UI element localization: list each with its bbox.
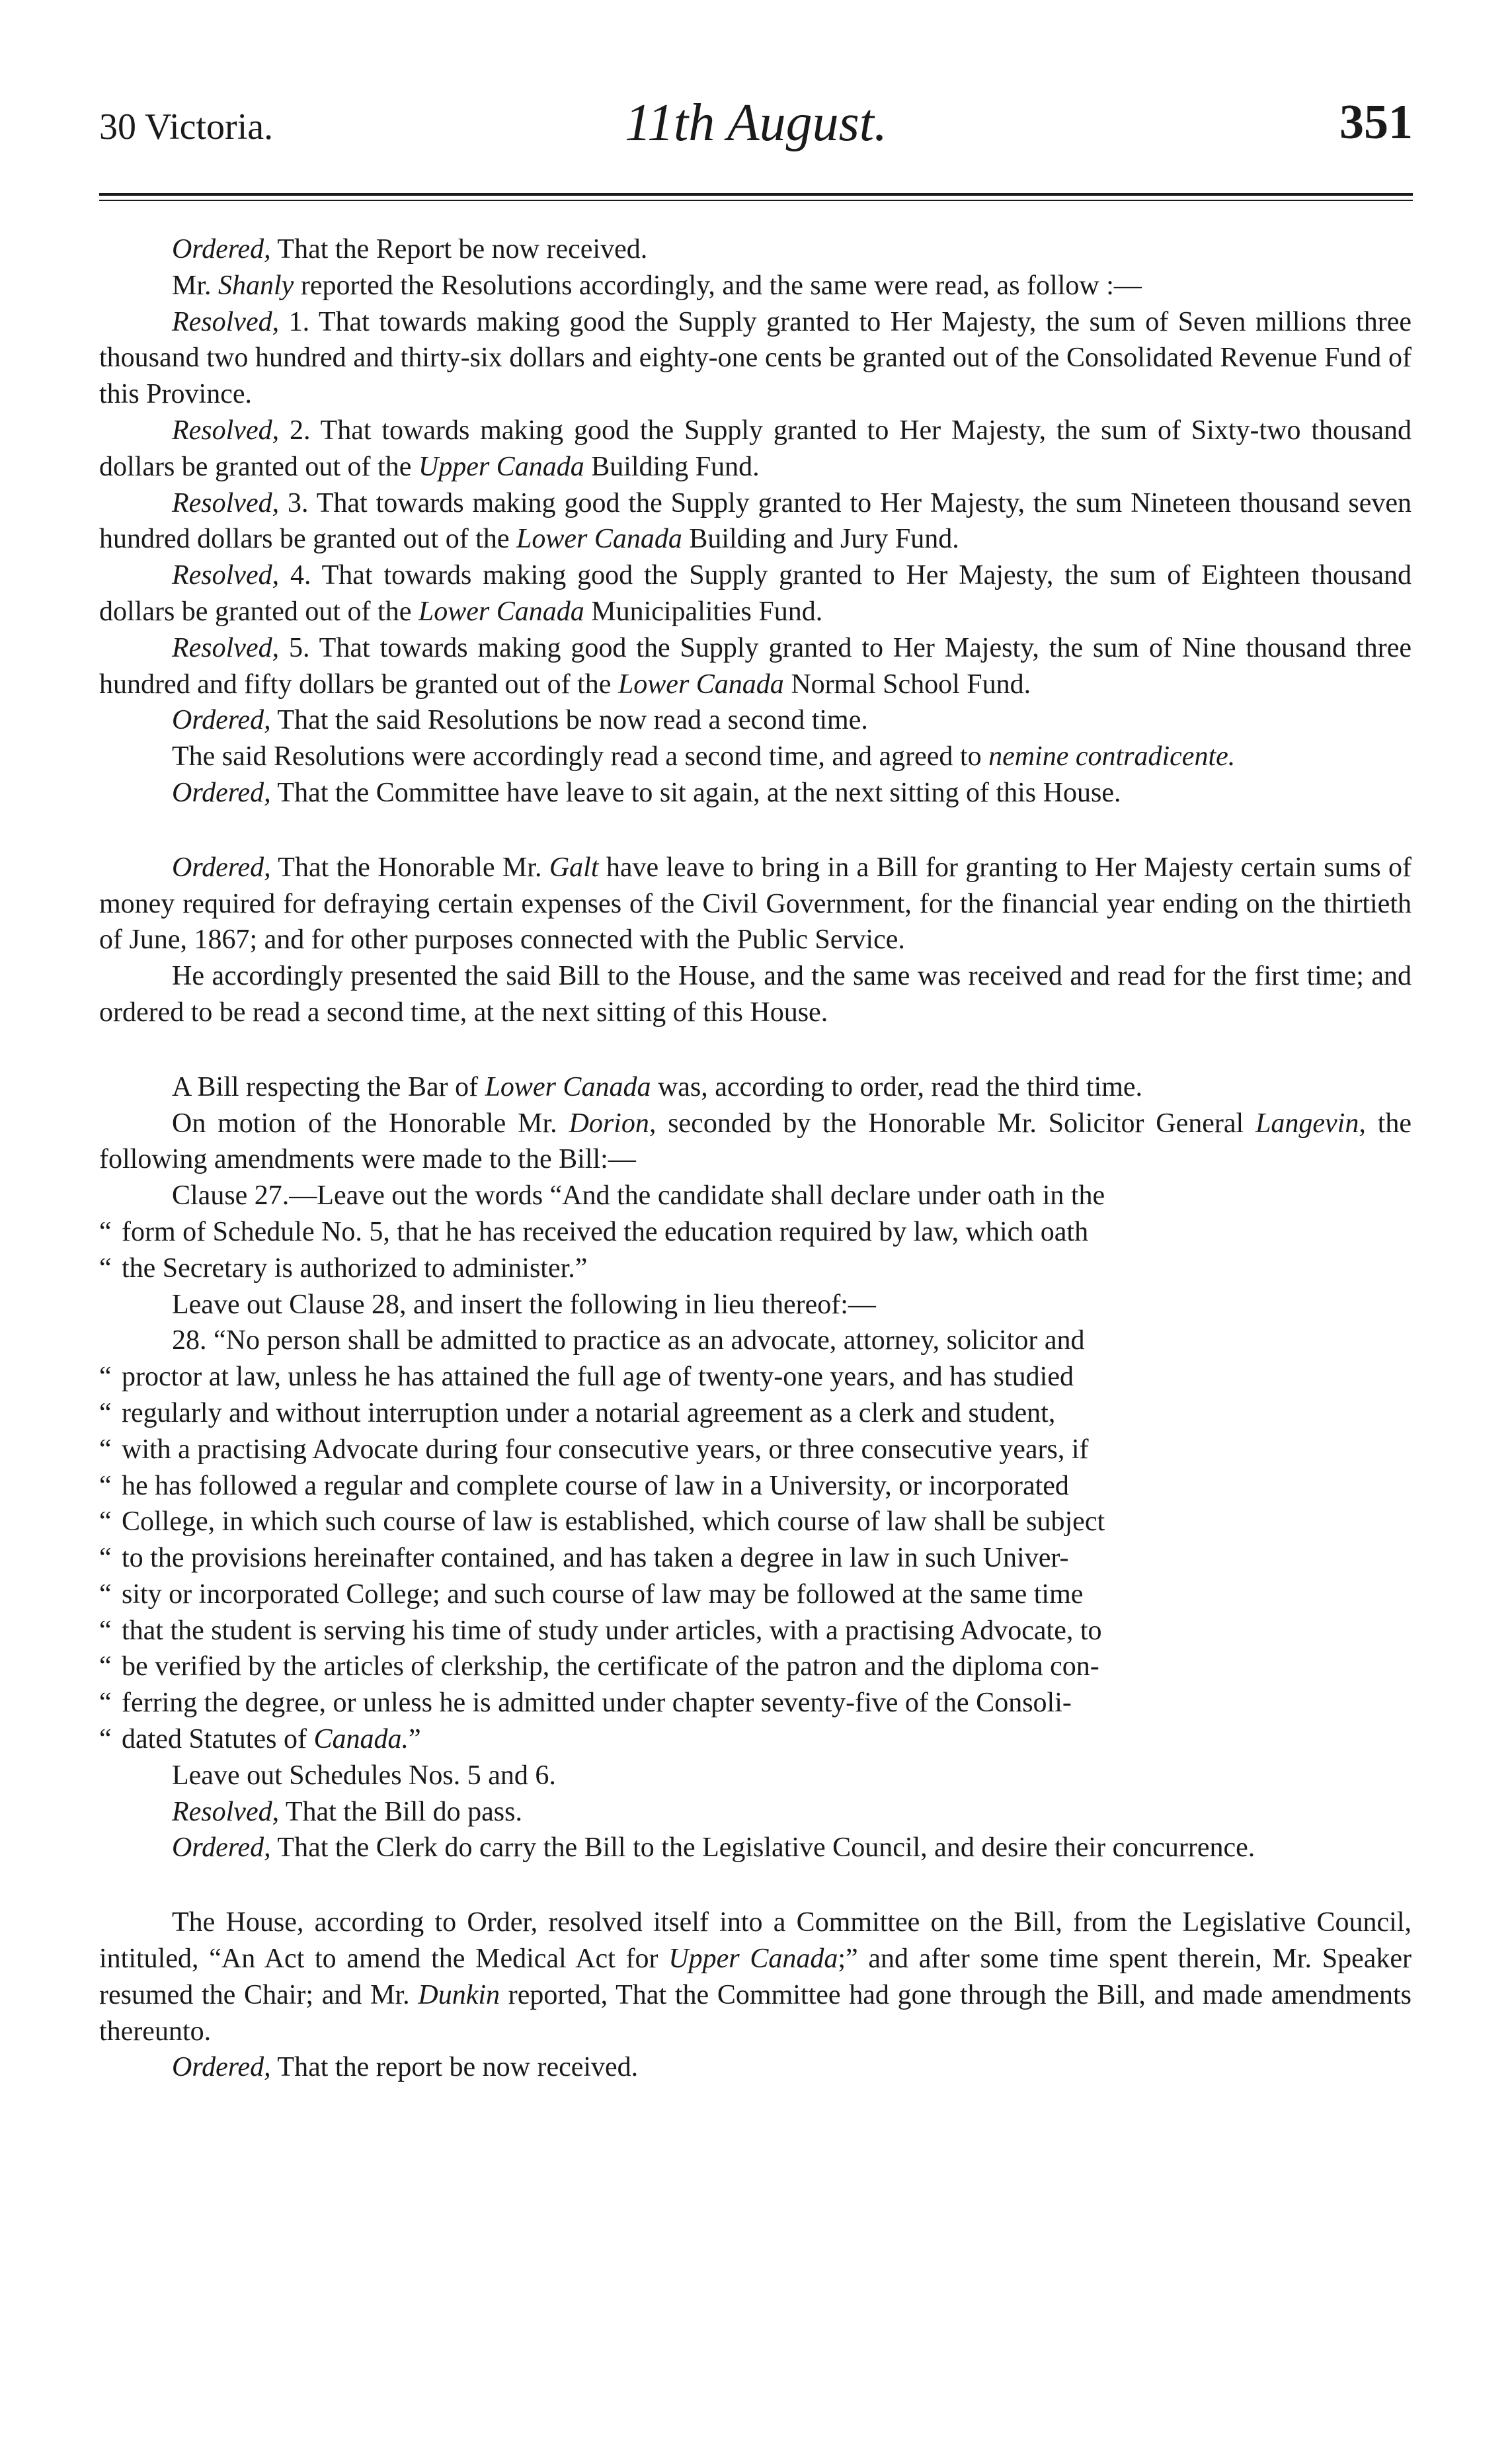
italic-text: Upper Canada xyxy=(418,451,584,482)
text-run: that the student is serving his time of study under articles, with a practising Advocate, to xyxy=(122,1615,1102,1646)
text-run: seconded by the Honorable Mr. Solicitor General xyxy=(656,1108,1256,1139)
text-run: reported, That the Committee had gone through the Bill, and made amendments thereunto. xyxy=(99,1979,1412,2047)
text-run: reported the Resolutions accordingly, and the same were read, as follow :— xyxy=(294,270,1142,301)
text-run: the following amendments were made to the Bill:— xyxy=(99,1108,1412,1175)
italic-text: nemine contradicente. xyxy=(988,741,1236,772)
text-run: Building Fund. xyxy=(584,451,760,482)
italic-text: Ordered, xyxy=(172,705,271,736)
paragraph-p4 xyxy=(99,413,1412,485)
paragraph-p11 xyxy=(99,850,1412,958)
text-run: 28. “No person shall be admitted to practice as an advocate, attorney, solicitor and xyxy=(172,1325,1085,1356)
italic-text: Resolved, xyxy=(172,415,280,446)
text-run: On motion of the Honorable Mr. xyxy=(172,1108,569,1139)
paragraph-p10 xyxy=(99,775,1412,811)
text-run: ;” and after some time spent therein, Mr. Speaker resumed the Chair; and Mr. xyxy=(99,1944,1412,2010)
italic-text: Ordered, xyxy=(172,852,271,883)
paragraph-p26 xyxy=(99,1577,1412,1613)
text-run: he has followed a regular and complete course of law in a University, or incorporated xyxy=(122,1470,1069,1501)
text-run: That the Committee have leave to sit again, at the next sitting of this House. xyxy=(270,777,1121,808)
paragraph-p2 xyxy=(99,268,1412,304)
italic-text: Galt xyxy=(549,852,599,883)
italic-text: Dorion, xyxy=(569,1108,657,1139)
page-number: 351 xyxy=(1339,95,1413,149)
paragraph-p24 xyxy=(99,1504,1412,1540)
paragraph-p19 xyxy=(99,1323,1412,1359)
text-run: was, according to order, read the third time. xyxy=(651,1071,1143,1102)
paragraph-p16 xyxy=(99,1214,1412,1250)
text-run: proctor at law, unless he has attained the full age of twenty-one years, and has studied xyxy=(122,1362,1074,1393)
paragraph-p17 xyxy=(99,1250,1412,1287)
paragraph-p3 xyxy=(99,304,1412,413)
text-run: ” xyxy=(408,1724,421,1755)
italic-text: Lower Canada xyxy=(516,524,682,555)
italic-text: Langevin, xyxy=(1255,1108,1366,1139)
text-run: Normal School Fund. xyxy=(783,669,1031,700)
text-run: with a practising Advocate during four consecutive years, or three consecutive years, if xyxy=(122,1434,1089,1465)
text-run: That the said Resolutions be now read a second time. xyxy=(270,705,868,736)
paragraph-p30 xyxy=(99,1721,1412,1758)
paragraph-p29 xyxy=(99,1685,1412,1721)
italic-text: Resolved, xyxy=(172,632,280,663)
paragraph-p35 xyxy=(99,2049,1412,2086)
text-run: 1. That towards making good the Supply granted to Her Majesty, the sum of Seven millions three thousand two hundred and thirty-six dollars and eighty-one cents be granted out of the Consolidated Revenue Fund of this Province. xyxy=(99,306,1412,410)
text-run: 2. That towards making good the Supply granted to Her Majesty, the sum of Sixty-two thousand dollars be granted out of the xyxy=(99,415,1412,482)
text-run: regularly and without interruption under a notarial agreement as a clerk and student, xyxy=(122,1397,1056,1428)
italic-text: Resolved, xyxy=(172,1796,280,1827)
text-run: That the report be now received. xyxy=(270,2052,639,2083)
text-run: The said Resolutions were accordingly read a second time, and agreed to xyxy=(172,741,989,772)
paragraph-p25 xyxy=(99,1540,1412,1577)
paragraph-p6 xyxy=(99,557,1412,630)
italic-text: Dunkin xyxy=(418,1979,500,2010)
italic-text: Lower Canada xyxy=(617,669,784,700)
text-run: be verified by the articles of clerkship, the certificate of the patron and the diploma con- xyxy=(122,1651,1099,1682)
paragraph-p34 xyxy=(99,1905,1412,2049)
header-date: 11th August. xyxy=(624,94,888,152)
text-run: the Secretary is authorized to administer.” xyxy=(122,1252,588,1284)
paragraph-p22 xyxy=(99,1432,1412,1468)
paragraph-p14 xyxy=(99,1106,1412,1178)
italic-text: Ordered, xyxy=(172,234,271,265)
paragraph-p27 xyxy=(99,1613,1412,1649)
italic-text: Ordered, xyxy=(172,2052,271,2083)
italic-text: Shanly xyxy=(218,270,294,301)
paragraph-p20 xyxy=(99,1359,1412,1395)
paragraph-p31 xyxy=(99,1758,1412,1794)
paragraph-p33 xyxy=(99,1830,1412,1866)
text-run: Municipalities Fund. xyxy=(584,596,823,627)
paragraph-p1 xyxy=(99,231,1412,268)
paragraph-p28 xyxy=(99,1649,1412,1685)
italic-text: Resolved, xyxy=(172,487,280,518)
text-run: He accordingly presented the said Bill to the House, and the same was received and read for the first time; and ordered to be read a second time, at the next sitting of this House. xyxy=(99,961,1412,1028)
text-run: ferring the degree, or unless he is admitted under chapter seventy-five of the Consoli- xyxy=(122,1688,1072,1719)
header-rule-thin xyxy=(99,200,1413,201)
text-run: have leave to bring in a Bill for granting to Her Majesty certain sums of money required for defraying certain expenses of the Civil Government, for the financial year ending on the thirtieth of June, 1867; and for other purposes connected with the Public Service. xyxy=(99,852,1412,956)
header-rule xyxy=(99,193,1413,196)
italic-text: Canada. xyxy=(313,1724,409,1755)
text-run: Leave out Schedules Nos. 5 and 6. xyxy=(172,1760,556,1791)
paragraph-p13 xyxy=(99,1069,1412,1106)
text-run: 4. That towards making good the Supply granted to Her Majesty, the sum of Eighteen thousand dollars be granted out of the xyxy=(99,560,1412,627)
text-run: That the Clerk do carry the Bill to the Legislative Council, and desire their concurrence. xyxy=(270,1832,1255,1864)
paragraph-p21 xyxy=(99,1395,1412,1432)
italic-text: Ordered, xyxy=(172,1832,271,1864)
journal-body xyxy=(99,231,1412,2086)
text-run: That the Honorable Mr. xyxy=(270,852,549,883)
paragraph-p8 xyxy=(99,702,1412,739)
text-run: Mr. xyxy=(172,270,219,301)
text-run: form of Schedule No. 5, that he has received the education required by law, which oath xyxy=(122,1216,1089,1247)
text-run: Clause 27.—Leave out the words “And the candidate shall declare under oath in the xyxy=(172,1180,1105,1211)
italic-text: Ordered, xyxy=(172,777,271,808)
running-header xyxy=(99,81,1413,153)
paragraph-p7 xyxy=(99,630,1412,703)
text-run: Building and Jury Fund. xyxy=(682,524,959,555)
regnal-year: 30 Victoria. xyxy=(99,106,274,147)
text-run: A Bill respecting the Bar of xyxy=(172,1071,485,1102)
italic-text: Lower Canada xyxy=(485,1071,651,1102)
paragraph-p15 xyxy=(99,1178,1412,1214)
paragraph-p9 xyxy=(99,739,1412,775)
italic-text: Resolved, xyxy=(172,560,280,591)
paragraph-p32 xyxy=(99,1794,1412,1830)
text-run: The House, according to Order, resolved itself into a Committee on the Bill, from the Legislative Council, intituled, “An Act to amend the Medical Act for xyxy=(99,1907,1412,1975)
text-run: Leave out Clause 28, and insert the following in lieu thereof:— xyxy=(172,1289,876,1320)
italic-text: Resolved, xyxy=(172,306,280,337)
italic-text: Lower Canada xyxy=(418,596,584,627)
italic-text: Upper Canada xyxy=(668,1944,838,1975)
text-run: That the Report be now received. xyxy=(270,234,648,265)
paragraph-p23 xyxy=(99,1468,1412,1504)
paragraph-p18 xyxy=(99,1287,1412,1323)
text-run: sity or incorporated College; and such course of law may be followed at the same time xyxy=(122,1578,1084,1610)
text-run: 5. That towards making good the Supply granted to Her Majesty, the sum of Nine thousand three hundred and fifty dollars be granted out of the xyxy=(99,632,1412,700)
text-run: 3. That towards making good the Supply granted to Her Majesty, the sum Nineteen thousand seven hundred dollars be granted out of the xyxy=(99,487,1412,555)
text-run: That the Bill do pass. xyxy=(279,1796,522,1827)
text-run: College, in which such course of law is established, which course of law shall be subject xyxy=(122,1506,1105,1538)
text-run: to the provisions hereinafter contained, and has taken a degree in law in such Univer- xyxy=(122,1543,1069,1574)
paragraph-p12 xyxy=(99,958,1412,1031)
paragraph-p5 xyxy=(99,485,1412,558)
text-run: dated Statutes of xyxy=(122,1724,314,1755)
